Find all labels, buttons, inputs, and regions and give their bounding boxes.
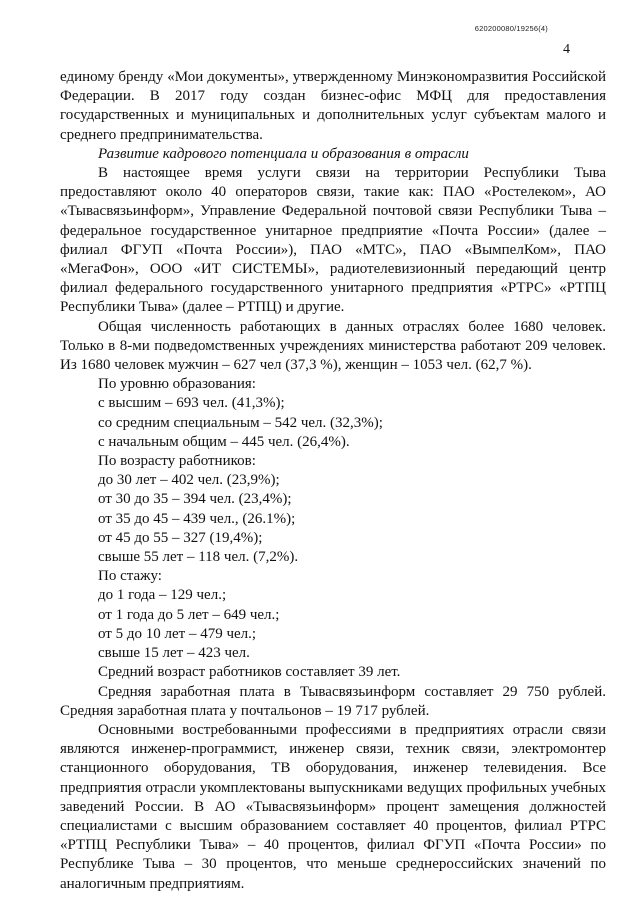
education-title: По уровню образования: xyxy=(98,376,256,393)
age-item: от 45 до 55 – 327 (19,4%); xyxy=(98,529,263,546)
tenure-item: до 1 года – 129 чел.; xyxy=(98,587,227,604)
paragraph-headcount: Общая численность работающих в данных отраслях более 1680 человек. Только в 8-ми подведомственных учреждениях министерства работают 209 человек. Из 1680 человек мужчин – 627 чел (37,3 %), женщин – 1053 чел. (62,7 %). xyxy=(60,318,606,374)
education-item: со средним специальным – 542 чел. (32,3%); xyxy=(98,414,383,431)
tenure-title: По стажу: xyxy=(98,568,162,585)
document-id: 620200080/19256(4) xyxy=(474,24,548,33)
age-title: По возрасту работников: xyxy=(98,453,256,470)
average-age: Средний возраст работников составляет 39 лет. xyxy=(98,664,401,681)
education-item: с высшим – 693 чел. (41,3%); xyxy=(98,395,285,412)
age-item: от 30 до 35 – 394 чел. (23,4%); xyxy=(98,491,292,508)
page-number: 4 xyxy=(563,42,570,57)
paragraph-mfc: единому бренду «Мои документы», утвержденному Минэкономразвития Российской Федерации. В 2017 году создан бизнес-офис МФЦ для предоставления государственных и муниципальных и дополнительных услуг субъектам малого и среднего предпринимательства. xyxy=(60,69,606,143)
tenure-item: от 5 до 10 лет – 479 чел.; xyxy=(98,625,257,642)
education-item: с начальным общим – 445 чел. (26,4%). xyxy=(98,433,350,450)
age-item: до 30 лет – 402 чел. (23,9%); xyxy=(98,472,280,489)
document-body xyxy=(60,68,606,894)
tenure-item: свыше 15 лет – 423 чел. xyxy=(98,645,250,662)
age-item: от 35 до 45 – 439 чел., (26.1%); xyxy=(98,510,296,527)
paragraph-operators: В настоящее время услуги связи на территории Республики Тыва предоставляют около 40 операторов связи, такие как: ПАО «Ростелеком», АО «Тывасвязьинформ», Управление Федеральной почтовой связи Республики Тыва – федеральное государственное унитарное предприятие «Почта России» (далее – филиал ФГУП «Почта России»), ПАО «МТС», ПАО «ВымпелКом», ПАО «МегаФон», ООО «ИТ СИСТЕМЫ», радиотелевизионный передающий центр филиал федерального государственного унитарного предприятия «РТРС» «РТПЦ Республики Тыва» (далее – РТПЦ) и другие. xyxy=(60,165,606,316)
professions-paragraph: Основными востребованными профессиями в предприятиях отрасли связи являются инженер-программист, инженер связи, техник связи, электромонтер станционного оборудования, ТВ оборудования, инженер телевидения. Все предприятия отрасли укомплектованы выпускниками ведущих профильных учебных заведений России. В АО «Тывасвязьинформ» процент замещения должностей специалистами с высшим образованием составляет 40 процентов, филиал РТРС «РТПЦ Республики Тыва» – 40 процентов, филиал ФГУП «Почта России» по Республике Тыва – 30 процентов, что меньше среднероссийских значений по аналогичным предприятиям. xyxy=(60,721,606,892)
section-heading: Развитие кадрового потенциала и образования в отрасли xyxy=(98,145,469,162)
salary-paragraph: Средняя заработная плата в Тывасвязьинформ составляет 29 750 рублей. Средняя заработная плата у почтальонов – 19 717 рублей. xyxy=(60,683,606,719)
age-item: свыше 55 лет – 118 чел. (7,2%). xyxy=(98,549,299,566)
tenure-item: от 1 года до 5 лет – 649 чел.; xyxy=(98,606,280,623)
